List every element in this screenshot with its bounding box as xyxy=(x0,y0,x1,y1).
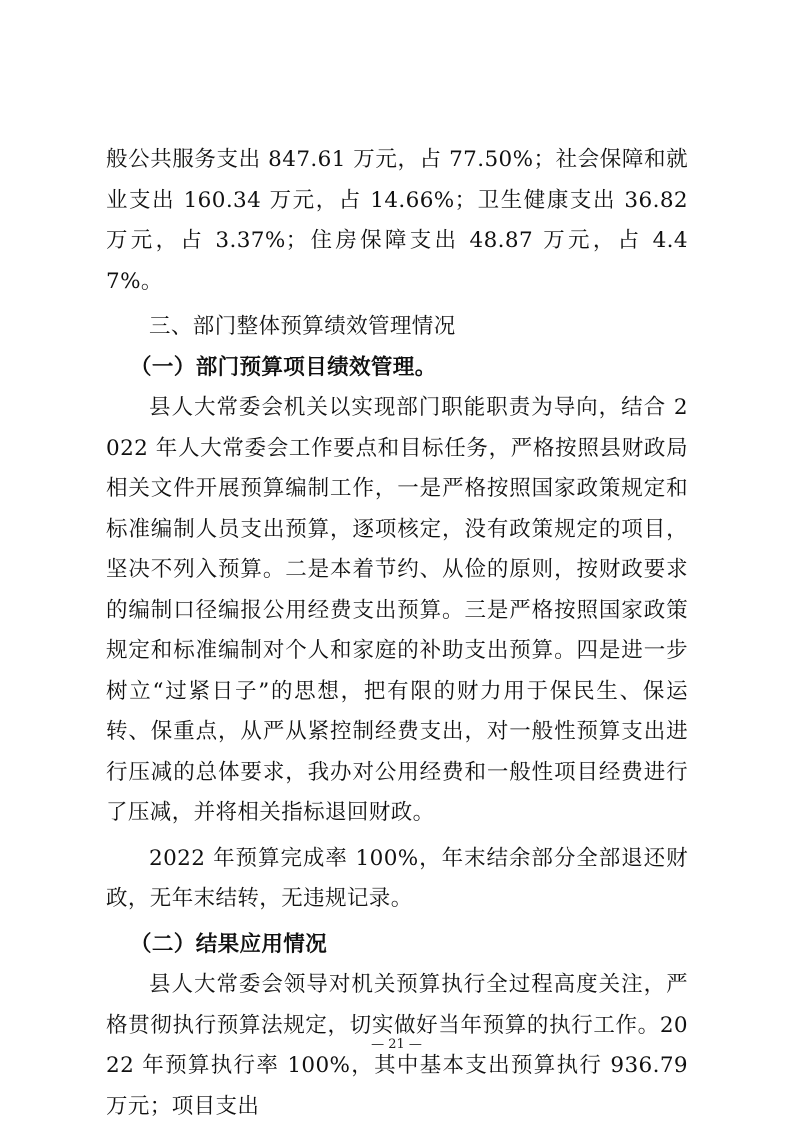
paragraph-budget-preparation: 县人大常委会机关以实现部门职能职责为导向，结合 2022 年人大常委会工作要点和目标任务，严格按照县财政局相关文件开展预算编制工作，一是严格按照国家政策规定和标准编制人员支出预算，逐项核定，没有政策规定的项目，坚决不列入预算。二是本着节约、从俭的原则，按财政要求的编制口径编报公用经费支出预算。三是严格按照国家政策规定和标准编制对个人和家庭的补助支出预算。四是进一步树立“过紧日子”的思想，把有限的财力用于保民生、保运转、保重点，从严从紧控制经费支出，对一般性预算支出进行压减的总体要求，我办对公用经费和一般性项目经费进行了压减，并将相关指标退回财政。 xyxy=(106,395,688,825)
subsection-heading-results-application: （二）结果应用情况 xyxy=(130,931,328,957)
paragraph-expenditure-breakdown: 般公共服务支出 847.61 万元，占 77.50%；社会保障和就业支出 160.34 万元，占 14.66%；卫生健康支出 36.82 万元，占 3.37%；住房保障支出 48.87 万元，占 4.47%。 xyxy=(106,147,688,294)
paragraph-budget-execution: 县人大常委会领导对机关预算执行全过程高度关注，严格贯彻执行预算法规定，切实做好当年预算的执行工作。2022 年预算执行率 100%，其中基本支出预算执行 936.79 万元；项目支出 xyxy=(106,972,688,1119)
document-body xyxy=(106,140,688,1127)
section-heading-performance-management: 三、部门整体预算绩效管理情况 xyxy=(149,314,456,339)
paragraph-completion-rate: 2022 年预算完成率 100%，年末结余部分全部退还财政，无年末结转，无违规记录。 xyxy=(106,845,688,911)
subsection-heading-project-performance: （一）部门预算项目绩效管理。 xyxy=(130,354,437,380)
page-number: — 21 — xyxy=(371,1037,422,1052)
